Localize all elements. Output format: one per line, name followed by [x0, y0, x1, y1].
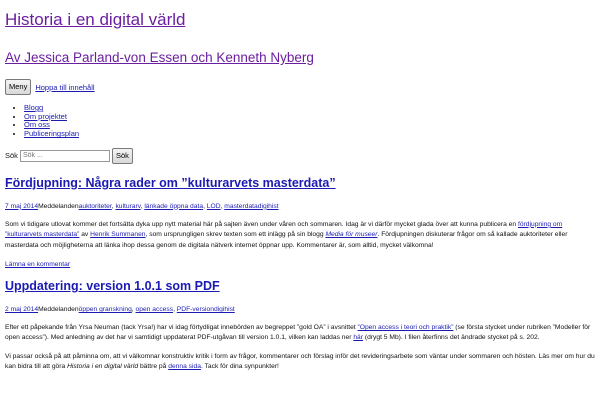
skip-to-content-link[interactable]: Hoppa till innehåll [35, 82, 95, 92]
leave-comment-link[interactable]: Lämna en kommentar [5, 261, 71, 269]
search-form [5, 148, 595, 164]
post [5, 175, 595, 268]
text-fragment: . Tack för dina synpunkter! [200, 363, 279, 371]
nav-item-om-oss [24, 121, 595, 130]
post-category: Meddelanden [38, 306, 79, 314]
post-date-link[interactable]: 7 maj 2014 [5, 202, 39, 210]
text-fragment: , som ursprungligen skrev texten som ett inlägg på sin blogg [145, 231, 326, 239]
site-title-link[interactable]: Historia i en digital värld [5, 10, 186, 29]
text-fragment: (drygt 5 Mb). I filen återfinns det ändrade stycket på s. 202. [362, 334, 540, 342]
text-fragment: av [79, 231, 91, 239]
search-input[interactable] [20, 150, 110, 162]
site-title [5, 9, 595, 31]
text-fragment: Som vi tidigare utlovat kommer det fortsätta dyka upp nytt material här på sajten även under våren och sommaren. Idag är vi därför mycket glada över att kunna publicera en [5, 220, 518, 228]
open-access-link[interactable]: ”Open access i teori och praktik” [357, 324, 454, 332]
tag-link[interactable]: kulturarv [115, 202, 141, 210]
main-nav [5, 104, 595, 139]
menu-button[interactable]: Meny [5, 79, 31, 95]
post-date-link[interactable]: 2 maj 2014 [5, 306, 39, 314]
site-description-link[interactable]: Av Jessica Parland-von Essen och Kenneth Nyberg [5, 50, 314, 65]
tag-link[interactable]: open access [135, 306, 174, 314]
nav-item-blogg [24, 104, 595, 113]
post-paragraph [5, 352, 595, 373]
nav-link-blogg[interactable]: Blogg [24, 103, 44, 112]
post-paragraph [5, 323, 595, 344]
site-description [5, 49, 595, 67]
post-meta: 2 maj 2014Meddelandenöppen granskning, open access, PDF-versiondigihist [5, 306, 235, 314]
post-title-link[interactable]: Fördjupning: Några rader om ”kulturarvets masterdata” [5, 175, 336, 190]
tag-link[interactable]: masterdatadigihist [224, 202, 279, 210]
post-title [5, 175, 595, 191]
text-fragment: Efter ett påpekande från Yrsa Neuman (tack Yrsa!) har vi idag förtydligat innebörden av begreppet ”gold OA” i avsnittet [5, 324, 358, 332]
text-fragment: Vi passar också på att påminna om, att vi välkomnar konstruktiv kritik i form av frågor, kommentarer och förslag inför det revideringsarbete som väntar under sommaren och hösten. Läs mer om hur du kan bidra till att göra [5, 352, 595, 371]
book-title: Historia i en digital värld [67, 363, 139, 371]
page [0, 9, 600, 373]
nav-link-om-oss[interactable]: Om oss [24, 120, 50, 130]
post-title-link[interactable]: Uppdatering: version 1.0.1 som PDF [5, 279, 220, 294]
nav-link-publiceringsplan[interactable]: Publiceringsplan [24, 129, 80, 139]
tag-link[interactable]: auktoriteter [78, 202, 112, 210]
blog-link[interactable]: Media för museer [325, 231, 378, 239]
download-pdf-link[interactable]: här [353, 334, 363, 342]
toolbar [5, 79, 595, 95]
fordjupning-link[interactable]: fördjupning om ”kulturarvets masterdata” [5, 220, 563, 239]
post-paragraph [5, 220, 595, 251]
tag-link[interactable]: LOD [206, 202, 221, 210]
post [5, 278, 595, 373]
nav-link-om-projektet[interactable]: Om projektet [24, 111, 67, 121]
nav-item-om-projektet [24, 113, 595, 122]
text-fragment: bättre på [138, 363, 169, 371]
post-title [5, 278, 595, 294]
search-label: Sök [5, 151, 18, 161]
text-fragment: (se första stycket under rubriken ”Modeller för open access”). Med anledning av det har vi samtidigt uppdaterat PDF-utgåvan till version 1.0.1, vilken kan laddas ner [5, 324, 591, 342]
post-content [5, 220, 595, 251]
nav-item-publiceringsplan [24, 130, 595, 139]
tag-link[interactable]: PDF-versiondigihist [176, 306, 235, 314]
tag-link[interactable]: länkade öppna data [144, 202, 204, 210]
this-page-link[interactable]: denna sida [168, 363, 201, 371]
text-fragment: . Fördjupningen diskuterar frågor om så kallade auktoriteter eller masterdata och möjligheterna att länka ihop dessa genom de digitala nätverk internet öppnar upp. Kommentarer är, som alltid, mycket välkomna! [5, 231, 568, 249]
post-content [5, 323, 595, 373]
tag-link[interactable]: öppen granskning [78, 306, 132, 314]
post-meta: 7 maj 2014Meddelandenauktoriteter, kulturarv, länkade öppna data, LOD, masterdatadigihist [5, 202, 279, 210]
post-category: Meddelanden [38, 202, 79, 210]
search-button[interactable]: Sök [112, 148, 133, 164]
author-link[interactable]: Henrik Summanen [90, 231, 146, 239]
